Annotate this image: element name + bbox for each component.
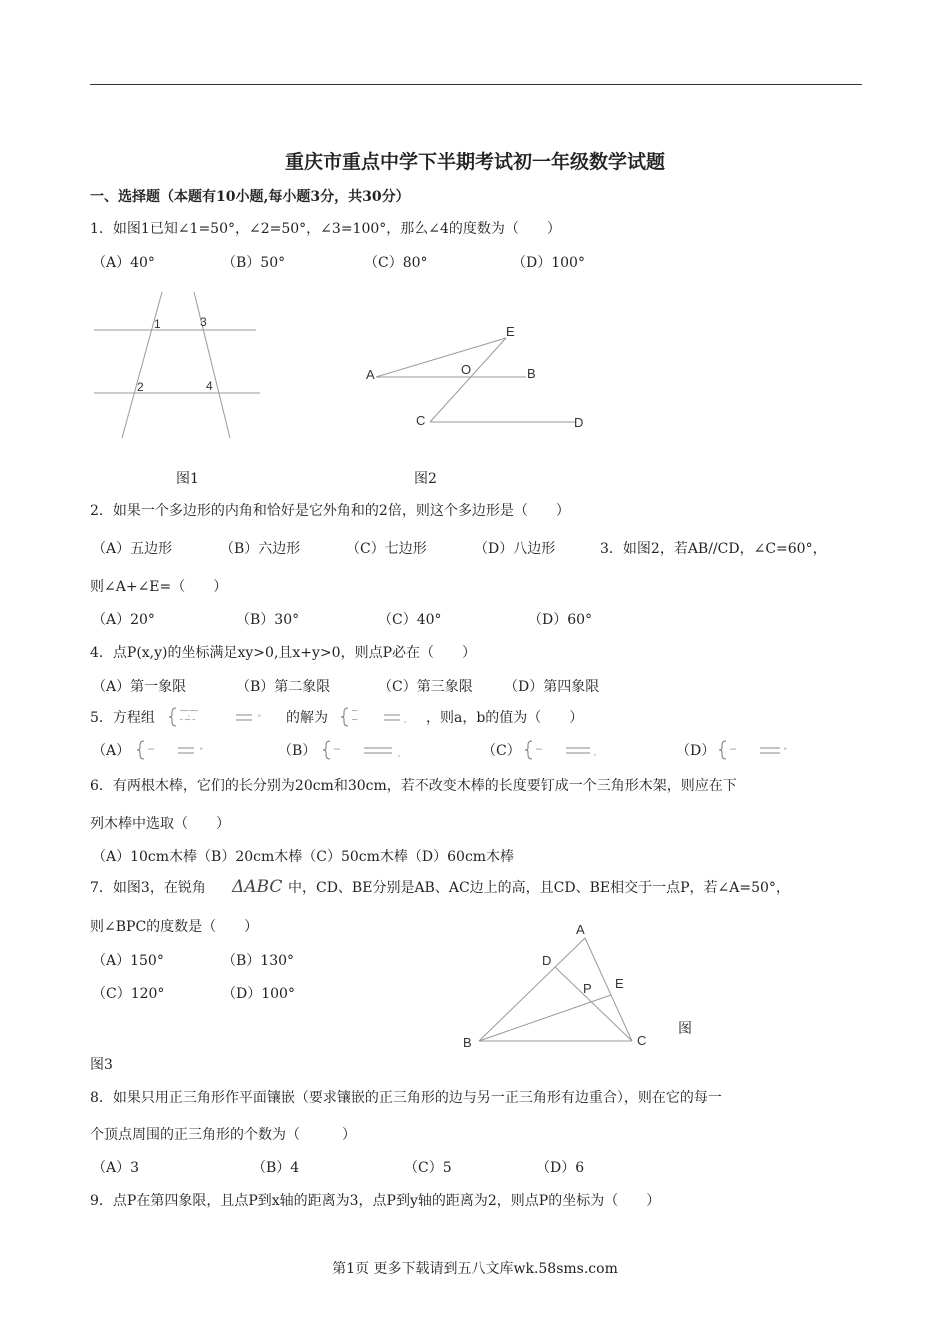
q3-option-a: （A）20°	[92, 612, 155, 628]
figure-2	[360, 318, 600, 438]
svg-text:˛: ˛	[398, 747, 401, 757]
q5-stem-middle: 的解为	[286, 710, 328, 726]
fig1-caption: 图1	[176, 471, 199, 487]
fig1-transversal-right	[194, 292, 230, 438]
figure-3	[455, 918, 660, 1058]
fig1-label: 1	[154, 317, 161, 331]
q2-option-d: （D）八边形	[474, 541, 556, 557]
q6-stem-line1: 6．有两根木棒，它们的长分别为20cm和30cm，若不改变木棒的长度要钉成一个三角形木架，则应在下	[90, 778, 737, 794]
q3-option-c: （C）40°	[378, 612, 442, 628]
q5-equation-system-image	[168, 706, 280, 728]
fig2-line-AE	[376, 338, 506, 377]
q1-stem: 1．如图1已知∠1=50°，∠2=50°，∠3=100°，那么∠4的度数为（ ）	[90, 221, 561, 237]
q5-option-b: （B）	[278, 743, 317, 759]
fig1-label: 3	[200, 315, 207, 329]
q4-option-d: （D）第四象限	[504, 679, 600, 695]
svg-text:˜˜: ˜˜	[352, 718, 358, 727]
q3-option-b: （B）30°	[236, 612, 300, 628]
q3-stem-part1: 3．如图2，若AB//CD，∠C=60°，	[600, 541, 827, 557]
svg-text:˚: ˚	[258, 714, 261, 724]
q7-option-c: （C）120°	[92, 986, 165, 1002]
fig2-line-EC	[430, 338, 506, 422]
svg-text:˜˜: ˜˜	[334, 747, 340, 757]
svg-text:˜˜: ˜˜	[730, 747, 736, 757]
fig3-label: B	[463, 1035, 472, 1050]
q2-option-c: （C）七边形	[346, 541, 427, 557]
svg-text:˜ ˜˜ ˜: ˜ ˜˜ ˜	[180, 718, 196, 727]
q5-option-d: （D）	[676, 743, 716, 759]
fig3-side-AC	[585, 938, 632, 1041]
q5-option-c-image	[524, 739, 606, 761]
q7-option-b: （B）130°	[222, 953, 295, 969]
q5-option-d-image	[718, 739, 804, 761]
fig3-caption-part: 图	[678, 1021, 692, 1037]
section-heading: 一、选择题（本题有10小题,每小题3分，共30分）	[90, 189, 410, 205]
q1-option-a: （A）40°	[92, 255, 155, 271]
fig1-transversal-left	[122, 292, 162, 438]
q1-option-d: （D）100°	[512, 255, 585, 271]
svg-text:‚: ‚	[404, 714, 406, 724]
fig3-label: C	[637, 1033, 647, 1048]
q5-stem-end: ，则a，b的值为（ ）	[426, 710, 584, 726]
svg-text:˜˜: ˜˜	[352, 709, 358, 718]
q4-option-b: （B）第二象限	[236, 679, 331, 695]
q4-option-a: （A）第一象限	[92, 679, 187, 695]
q1-option-c: （C）80°	[364, 255, 428, 271]
q7-triangle-symbol: ΔABC	[232, 877, 283, 897]
fig1-label: 4	[206, 379, 213, 393]
q4-stem: 4．点P(x,y)的坐标满足xy>0,且x+y>0，则点P必在（ ）	[90, 645, 476, 661]
page-footer: 第1页 更多下载请到五八文库wk.58sms.com	[332, 1261, 618, 1277]
q5-option-c: （C）	[482, 743, 521, 759]
q8-stem-line2: 个顶点周围的正三角形的个数为（ ）	[90, 1127, 356, 1143]
q6-options: （A）10cm木棒（B）20cm木棒（C）50cm木棒（D）60cm木棒	[92, 849, 515, 865]
q8-stem-line1: 8．如果只用正三角形作平面镶嵌（要求镶嵌的正三角形的边与另一正三角形有边重合），则在它的每一	[90, 1090, 722, 1106]
svg-text:‚: ‚	[594, 747, 596, 757]
q5-solution-image	[340, 706, 422, 728]
q7-stem-line2: 则∠BPC的度数是（ ）	[90, 919, 259, 935]
header-rule	[90, 84, 862, 85]
fig3-label: P	[583, 981, 592, 996]
q2-option-a: （A）五边形	[92, 541, 173, 557]
q1-option-b: （B）50°	[222, 255, 286, 271]
q7-stem-end: 中，CD、BE分别是AB、AC边上的高，且CD、BE相交于一点P，若∠A=50°，	[288, 880, 790, 896]
q8-option-b: （B）4	[252, 1160, 300, 1176]
fig3-label: A	[576, 922, 585, 937]
q5-option-a-image	[136, 739, 222, 761]
svg-text:˜˜˜‚˜˜˜: ˜˜˜‚˜˜˜	[180, 709, 198, 718]
fig2-label: O	[461, 362, 472, 377]
q2-option-b: （B）六边形	[220, 541, 301, 557]
svg-text:˚: ˚	[784, 747, 787, 757]
q5-option-b-image	[322, 739, 420, 761]
q2-stem: 2．如果一个多边形的内角和恰好是它外角和的2倍，则这个多边形是（ ）	[90, 503, 570, 519]
q6-stem-line2: 列木棒中选取（ ）	[90, 816, 230, 832]
q3-stem-part2: 则∠A+∠E=（ ）	[90, 579, 228, 595]
q7-option-a: （A）150°	[92, 953, 164, 969]
fig2-caption: 图2	[414, 471, 437, 487]
fig3-label: D	[542, 953, 552, 968]
fig2-label: D	[574, 415, 584, 430]
fig1-label: 2	[137, 380, 144, 394]
q3-option-d: （D）60°	[528, 612, 593, 628]
fig3-caption: 图3	[90, 1057, 113, 1073]
q8-option-d: （D）6	[536, 1160, 585, 1176]
fig3-side-AB	[479, 938, 585, 1041]
svg-text:˚: ˚	[200, 747, 203, 757]
fig2-label: C	[416, 413, 426, 428]
fig3-altitude-BE	[479, 995, 611, 1041]
q4-option-c: （C）第三象限	[378, 679, 473, 695]
svg-text:˜˜: ˜˜	[148, 747, 154, 757]
q7-stem-start: 7．如图3，在锐角	[90, 880, 206, 896]
q8-option-a: （A）3	[92, 1160, 140, 1176]
fig2-label: B	[527, 366, 536, 381]
page-title: 重庆市重点中学下半期考试初一年级数学试题	[284, 151, 665, 173]
q9-stem: 9．点P在第四象限，且点P到x轴的距离为3，点P到y轴的距离为2，则点P的坐标为（ ）	[90, 1193, 661, 1209]
q5-option-a: （A）	[92, 743, 131, 759]
fig3-label: E	[615, 976, 624, 991]
q5-stem-start: 5．方程组	[90, 710, 155, 726]
fig2-label: E	[506, 324, 515, 339]
fig2-label: A	[366, 367, 375, 382]
svg-text:˜˜: ˜˜	[536, 747, 542, 757]
q7-option-d: （D）100°	[222, 986, 295, 1002]
figure-1	[88, 290, 268, 450]
q8-option-c: （C）5	[404, 1160, 452, 1176]
